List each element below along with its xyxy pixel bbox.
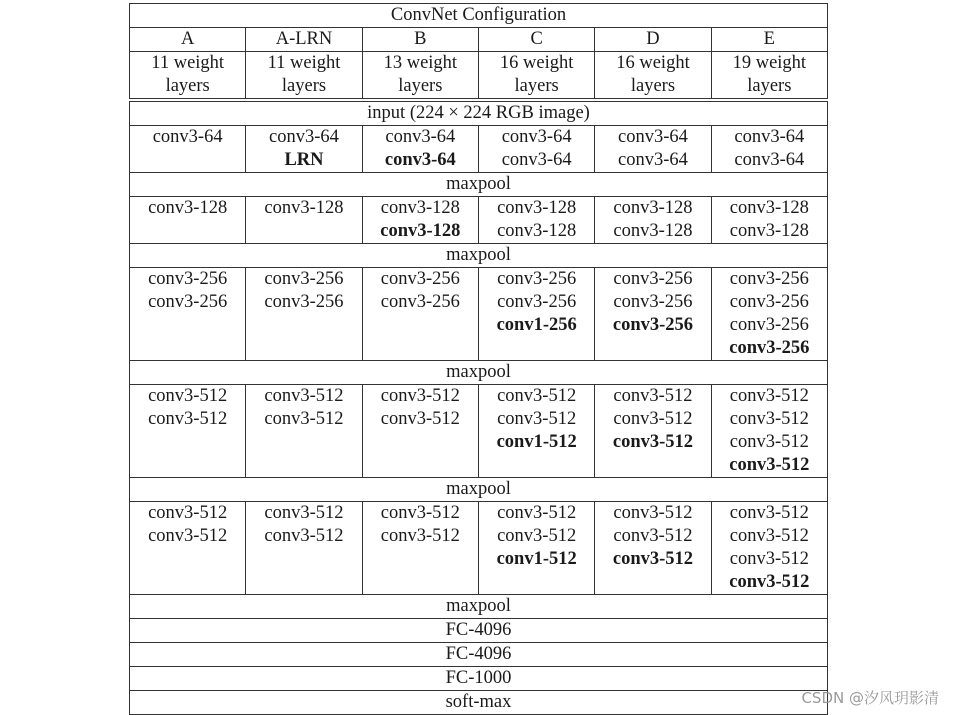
group-cell-b [362,385,478,478]
full-width-row [130,102,828,126]
group-cell-a-lrn [246,502,362,595]
layer-entry: conv3-512 [148,503,228,523]
depth-line: 11 weight [267,53,341,73]
layer-entry: conv3-64 [618,127,688,147]
layer-entry: conv3-64 [269,127,339,147]
layer-entry: conv3-128 [729,198,809,218]
layer-entry: conv3-512 [612,432,694,452]
group-cell-c [478,126,594,173]
full-width-row [130,361,828,385]
layer-entry: conv3-256 [729,315,809,335]
group-cell-c [478,197,594,244]
layer-entry: conv3-512 [380,409,460,429]
group-cell-a [130,126,246,173]
full-width-row [130,478,828,502]
full-width-row [130,691,828,715]
layer-maxpool: maxpool [130,478,828,502]
layer-entry: conv3-256 [729,292,809,312]
full-width-row [130,173,828,197]
group-cell-a [130,268,246,361]
group-cell-a-lrn [246,385,362,478]
layer-entry: conv3-512 [264,503,344,523]
layer-entry: conv3-512 [264,386,344,406]
depth-line: 16 weight [499,53,574,73]
layer-entry: conv1-512 [496,432,577,452]
column-name-c: C [478,28,594,52]
group-cell-c [478,502,594,595]
full-width-row [130,667,828,691]
layer-entry: conv3-512 [613,386,693,406]
full-width-row [130,619,828,643]
column-depth-d [595,52,711,99]
group-cell-b [362,268,478,361]
layer-entry: conv3-512 [729,549,809,569]
column-depth-c [478,52,594,99]
group-cell-d [595,197,711,244]
layer-entry: conv3-64 [385,127,456,147]
depth-line: layers [747,76,792,96]
layer-entry: conv3-512 [612,549,694,569]
layer-maxpool: maxpool [130,361,828,385]
layer-maxpool: maxpool [130,244,828,268]
layer-fc-4096: FC-4096 [130,619,828,643]
layer-maxpool: maxpool [130,173,828,197]
layer-entry: conv3-512 [613,409,693,429]
group-cell-b [362,197,478,244]
layer-group-row [130,502,828,595]
group-cell-a-lrn [246,268,362,361]
full-width-row [130,244,828,268]
layer-entry: conv3-64 [734,127,805,147]
layer-entry: conv3-512 [148,409,228,429]
config-header-table [129,3,828,99]
group-cell-a-lrn [246,197,362,244]
table-title: ConvNet Configuration [130,4,828,28]
layer-entry: conv3-64 [501,127,572,147]
layer-entry: conv3-512 [148,526,228,546]
depth-line: 19 weight [732,53,807,73]
column-depth-a [130,52,246,99]
layer-input-224-224-rgb-image: input (224 × 224 RGB image) [130,102,828,126]
layer-entry: conv3-128 [380,198,460,218]
watermark: CSDN @汐风玥影清 [801,689,939,707]
depth-line: 11 weight [151,53,225,73]
layer-entry: conv3-256 [613,292,693,312]
group-cell-e [711,197,827,244]
column-name-row [130,28,828,52]
depth-line: 13 weight [383,53,458,73]
layer-entry: conv3-64 [734,150,805,170]
layer-entry: conv3-512 [380,503,460,523]
depth-line: layers [630,76,676,96]
group-cell-d [595,385,711,478]
layer-entry: conv3-256 [380,292,460,312]
layer-entry: conv3-256 [613,269,693,289]
group-cell-b [362,126,478,173]
layer-entry: conv3-256 [729,269,809,289]
group-cell-a-lrn [246,126,362,173]
group-cell-c [478,385,594,478]
column-name-a: A [130,28,246,52]
group-cell-d [595,126,711,173]
group-cell-a [130,197,246,244]
config-layers-table [129,101,828,715]
layer-entry: conv3-256 [264,269,344,289]
group-cell-e [711,502,827,595]
depth-line: 16 weight [616,53,690,73]
layer-entry: conv3-64 [501,150,572,170]
layer-entry: LRN [284,150,324,170]
layer-entry: conv3-512 [497,526,577,546]
depth-line: layers [398,76,443,96]
layer-group-row [130,197,828,244]
layer-entry: conv3-128 [613,221,693,241]
layer-entry: conv3-512 [729,572,810,592]
group-cell-e [711,385,827,478]
group-cell-d [595,268,711,361]
layer-entry: conv3-512 [380,386,460,406]
layer-entry: conv3-512 [729,455,810,475]
layer-entry: conv1-256 [496,315,577,335]
layer-entry: conv3-512 [264,526,344,546]
full-width-row [130,643,828,667]
column-depth-b [362,52,478,99]
column-name-d: D [595,28,711,52]
group-cell-a [130,502,246,595]
column-name-a-lrn: A-LRN [246,28,362,52]
group-cell-a [130,385,246,478]
layer-entry: conv3-512 [729,432,809,452]
layer-fc-4096: FC-4096 [130,643,828,667]
layer-entry: conv3-512 [148,386,228,406]
layer-entry: conv3-128 [613,198,693,218]
layer-entry: conv3-256 [729,338,810,358]
layer-entry: conv3-64 [384,150,456,170]
layer-maxpool: maxpool [130,595,828,619]
layer-entry: conv3-256 [380,269,460,289]
layer-entry: conv3-256 [612,315,694,335]
layer-entry: conv3-512 [380,526,460,546]
group-cell-e [711,126,827,173]
layer-entry: conv3-256 [497,292,577,312]
layer-entry: conv3-128 [380,221,461,241]
layer-entry: conv3-512 [497,409,577,429]
layer-entry: conv3-256 [148,269,228,289]
layer-group-row [130,385,828,478]
layer-entry: conv3-128 [264,198,344,218]
layer-entry: conv3-64 [618,150,688,170]
layer-entry: conv3-128 [497,221,577,241]
layer-entry: conv3-128 [497,198,577,218]
layer-entry: conv3-512 [729,526,809,546]
layer-entry: conv3-512 [729,503,809,523]
group-cell-b [362,502,478,595]
layer-entry: conv3-512 [264,409,344,429]
layer-entry: conv3-512 [729,409,809,429]
group-cell-e [711,268,827,361]
layer-entry: conv3-512 [497,386,577,406]
group-cell-d [595,502,711,595]
layer-soft-max: soft-max [130,691,828,715]
layer-entry: conv1-512 [496,549,577,569]
layer-entry: conv3-512 [613,526,693,546]
layer-entry: conv3-256 [148,292,228,312]
column-name-b: B [362,28,478,52]
depth-line: layers [281,76,327,96]
layer-entry: conv3-256 [497,269,577,289]
column-name-e: E [711,28,827,52]
column-depth-row [130,52,828,99]
column-depth-a-lrn [246,52,362,99]
layer-group-row [130,268,828,361]
layer-entry: conv3-256 [264,292,344,312]
group-cell-c [478,268,594,361]
layer-group-row [130,126,828,173]
layer-fc-1000: FC-1000 [130,667,828,691]
depth-line: layers [165,76,210,96]
layer-entry: conv3-64 [152,127,223,147]
layer-entry: conv3-512 [497,503,577,523]
layer-entry: conv3-128 [148,198,228,218]
layer-entry: conv3-512 [613,503,693,523]
layer-entry: conv3-128 [729,221,809,241]
layer-entry: conv3-512 [729,386,809,406]
depth-line: layers [514,76,559,96]
column-depth-e [711,52,827,99]
full-width-row [130,595,828,619]
